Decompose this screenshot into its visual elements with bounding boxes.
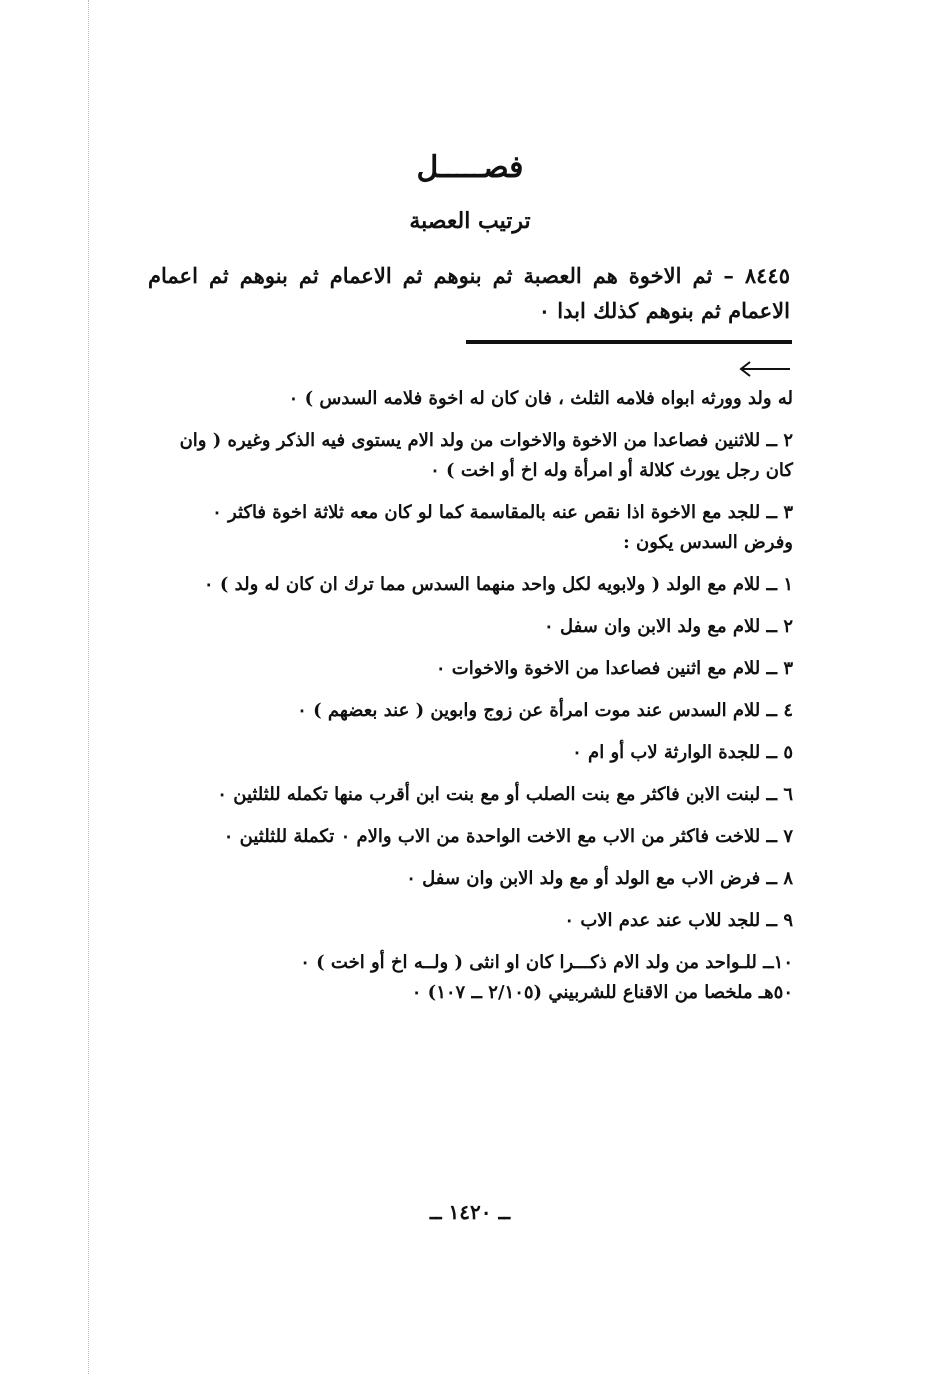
- footnote-line: له ولد وورثه ابواه فلامه الثلث ، فان كان له اخوة فلامه السدس ) ٠: [288, 388, 793, 409]
- section-title: ترتيب العصبة: [409, 208, 531, 234]
- footnote-line: ٣ ــ للام مع اثنين فصاعدا من الاخوة والاخوات ٠: [435, 658, 793, 679]
- footnotes: [148, 384, 793, 1020]
- footnote-line: ٢ ــ للاثنين فصاعدا من الاخوة والاخوات من ولد الام يستوى فيه الذكر وغيره ( وان كان رجل يورث كلالة أو امرأة وله اخ أو اخت ) ٠: [179, 430, 793, 481]
- chapter-title: فصـــــل: [416, 150, 524, 185]
- footnote-line: ٢ ــ للام مع ولد الابن وان سفل ٠: [544, 616, 793, 637]
- footnote-line: ٨ ــ فرض الاب مع الولد أو مع ولد الابن وان سفل ٠: [406, 868, 793, 889]
- footnote-line: ٧ ــ للاخت فاكثر من الاب مع الاخت الواحدة من الاب والام ٠ تكملة للثلثين ٠: [223, 826, 793, 847]
- footnote-line: وفرض السدس يكون :: [623, 532, 793, 553]
- footnote-line: ٦ ــ لبنت الابن فاكثر مع بنت الصلب أو مع بنت ابن أقرب منها تكمله للثلثين ٠: [217, 784, 793, 805]
- footnote-line: ١ ــ للام مع الولد ( ولابويه لكل واحد منهما السدس مما ترك ان كان له ولد ) ٠: [203, 574, 793, 595]
- continuation-arrow-icon: [738, 356, 792, 382]
- footnote-line: ٩ ــ للجد للاب عند عدم الاب ٠: [564, 910, 793, 931]
- footnote-line: ١٠ــ للـواحد من ولد الام ذكـــرا كان او انثى ( ولــه اخ أو اخت ) ٠: [300, 952, 793, 973]
- page-number: ــ ١٤٢٠ ــ: [429, 1200, 511, 1224]
- footnote-divider: [466, 340, 792, 344]
- main-paragraph: ٨٤٤٥ – ثم الاخوة هم العصبة ثم بنوهم ثم الاعمام ثم بنوهم ثم اعمام الاعمام ثم بنوهم كذلك ابدا ٠: [148, 263, 790, 323]
- footnote-source: ٥٠هـ ملخصا من الاقناع للشربيني (٢/١٠٥ ــ ١٠٧) ٠: [411, 982, 793, 1003]
- scan-margin-dots: [88, 0, 89, 1374]
- footnote-line: ٤ ــ للام السدس عند موت امرأة عن زوج وابوين ( عند بعضهم ) ٠: [297, 700, 793, 721]
- footnote-line: ٥ ــ للجدة الوارثة لاب أو ام ٠: [572, 742, 793, 763]
- footnote-line: ٣ ــ للجد مع الاخوة اذا نقص عنه بالمقاسمة كما لو كان معه ثلاثة اخوة فاكثر ٠: [212, 502, 793, 523]
